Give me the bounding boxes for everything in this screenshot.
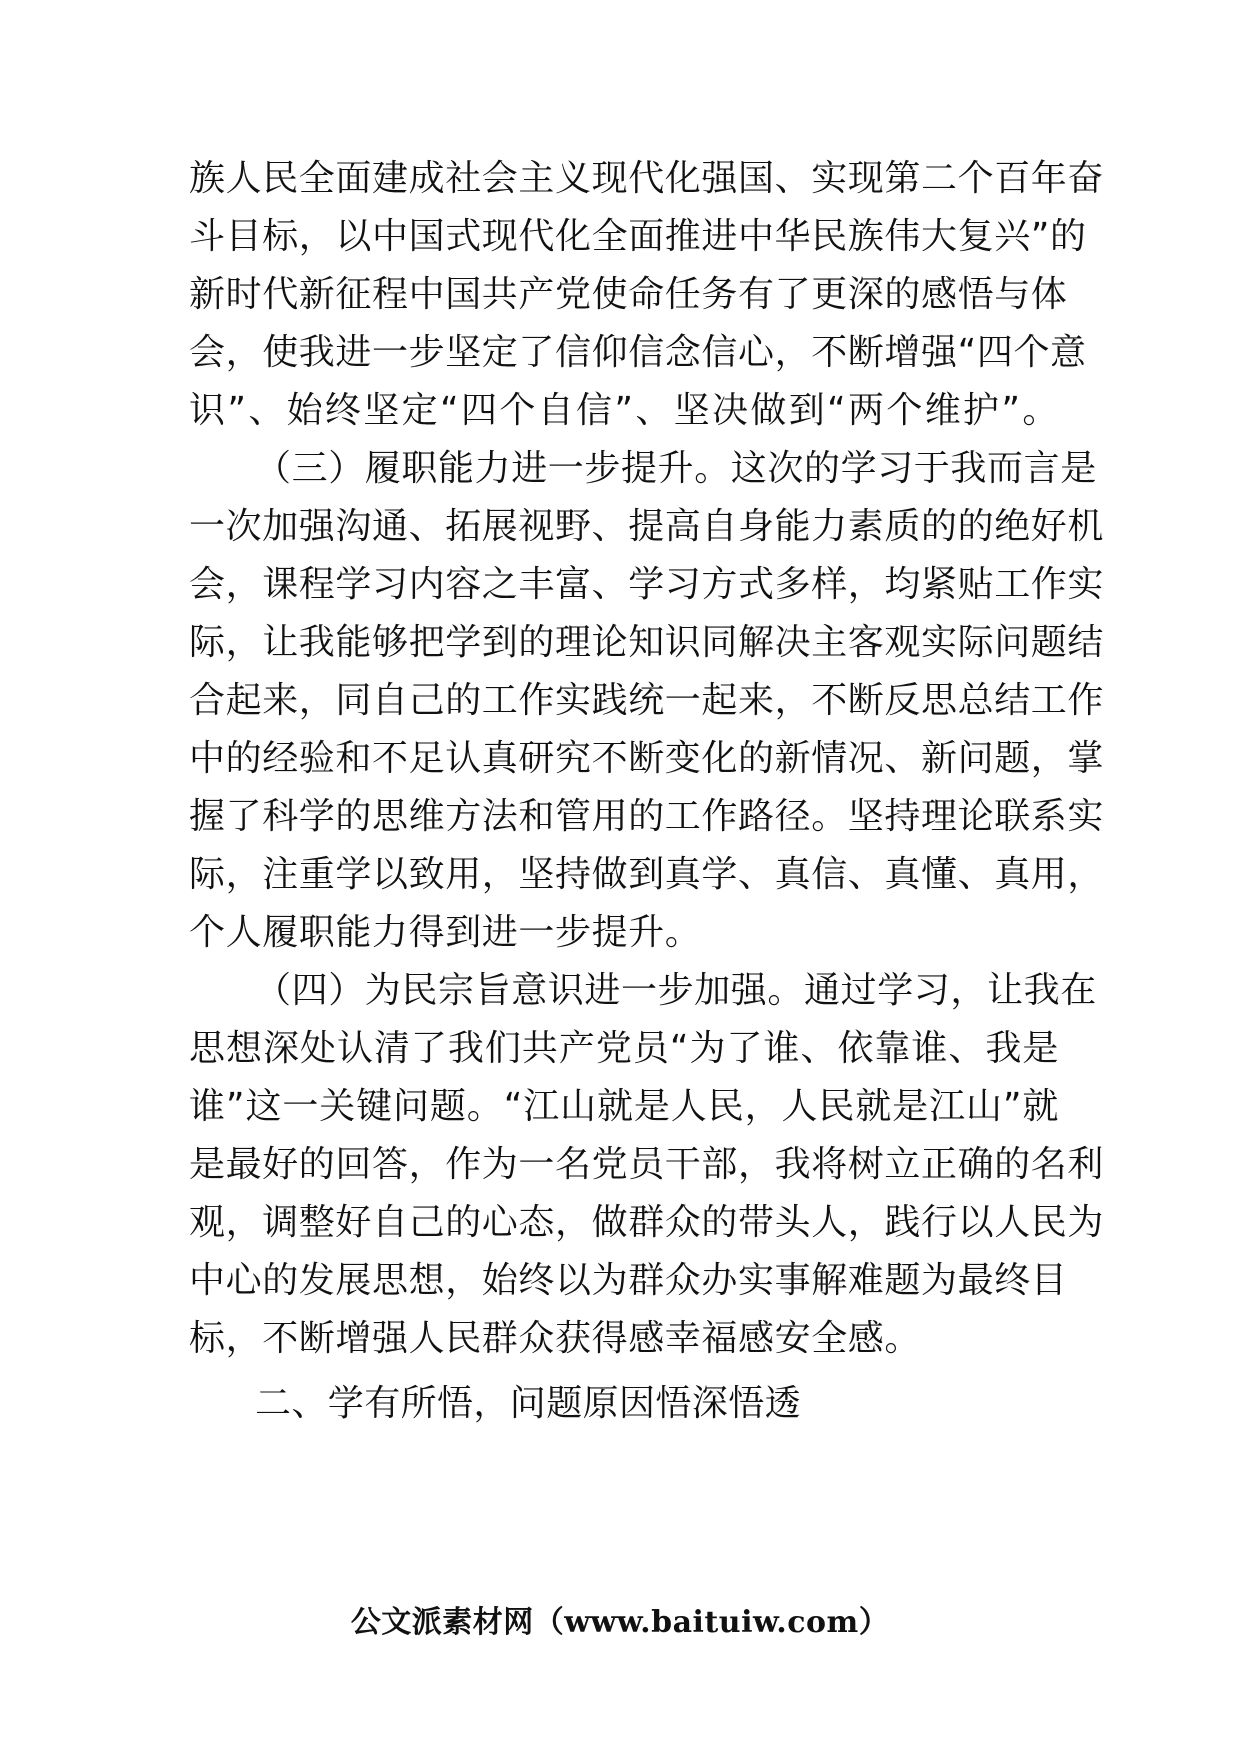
paragraph-line: 斗目标，以中国式现代化全面推进中华民族伟大复兴”的 [189, 216, 1087, 257]
paragraph-line: 中的经验和不足认真研究不断变化的新情况、新问题，掌 [189, 738, 1105, 779]
paragraph-line: 识”、始终坚定“四个自信”、坚决做到“两个维护”。 [189, 390, 1059, 431]
paragraph-line: 是最好的回答，作为一名党员干部，我将树立正确的名利 [189, 1144, 1105, 1185]
paragraph-line: 一次加强沟通、拓展视野、提高自身能力素质的的绝好机 [189, 506, 1105, 547]
paragraph-line: 新时代新征程中国共产党使命任务有了更深的感悟与体 [189, 274, 1068, 315]
paragraph-line: 际，让我能够把学到的理论知识同解决主客观实际问题结 [189, 622, 1105, 663]
paragraph-line: 族人民全面建成社会主义现代化强国、实现第二个百年奋 [189, 158, 1105, 199]
paragraph-line: 观，调整好自己的心态，做群众的带头人，践行以人民为 [189, 1202, 1105, 1243]
section-heading: 二、学有所悟，问题原因悟深悟透 [255, 1383, 802, 1424]
paragraph-line: 中心的发展思想，始终以为群众办实事解难题为最终目 [189, 1260, 1068, 1301]
paragraph-line: 会，课程学习内容之丰富、学习方式多样，均紧贴工作实 [189, 564, 1105, 605]
paragraph-line: 标，不断增强人民群众获得感幸福感安全感。 [189, 1318, 922, 1359]
section-four-heading-line: （四）为民宗旨意识进一步加强。通过学习，让我在 [255, 970, 1097, 1011]
paragraph-line: 个人履职能力得到进一步提升。 [189, 912, 702, 953]
paragraph-line: 合起来，同自己的工作实践统一起来，不断反思总结工作 [189, 680, 1105, 721]
section-three-heading-line: （三）履职能力进一步提升。这次的学习于我而言是 [255, 448, 1097, 489]
paragraph-line: 会，使我进一步坚定了信仰信念信心，不断增强“四个意 [189, 332, 1087, 373]
paragraph-line: 谁”这一关键问题。“江山就是人民，人民就是江山”就 [189, 1086, 1059, 1127]
paragraph-line: 思想深处认清了我们共产党员“为了谁、依靠谁、我是 [189, 1028, 1059, 1069]
paragraph-line: 握了科学的思维方法和管用的工作路径。坚持理论联系实 [189, 796, 1105, 837]
footer-watermark: 公文派素材网（www.baituiw.com） [350, 1605, 890, 1640]
paragraph-line: 际，注重学以致用，坚持做到真学、真信、真懂、真用， [189, 854, 1105, 895]
